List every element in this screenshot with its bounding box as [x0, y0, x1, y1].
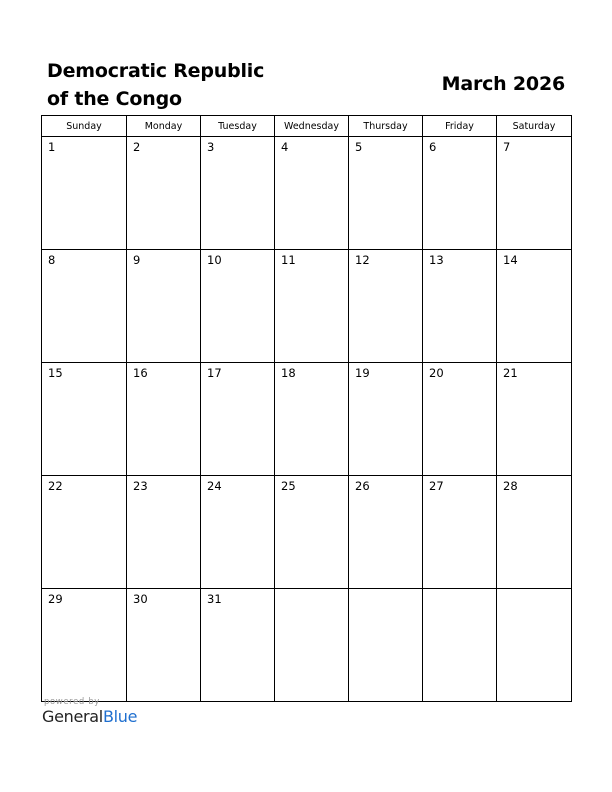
day-cell: 26: [349, 476, 423, 589]
day-cell: 21: [497, 363, 572, 476]
day-cell: 23: [127, 476, 201, 589]
day-cell: [275, 589, 349, 702]
day-cell: [349, 589, 423, 702]
footer-branding: [42, 697, 137, 727]
brand-blue: Blue: [102, 707, 138, 726]
country-title-line-2: of the Congo: [47, 88, 182, 110]
day-cell: 9: [127, 250, 201, 363]
day-cell: 15: [42, 363, 127, 476]
weekday-tuesday: Tuesday: [201, 116, 275, 137]
powered-by-label: powered by: [44, 697, 100, 707]
day-cell: 17: [201, 363, 275, 476]
week-row-4: [42, 476, 572, 589]
week-row-5: [42, 589, 572, 702]
day-cell: 8: [42, 250, 127, 363]
weekday-header-row: [42, 116, 572, 137]
weekday-wednesday: Wednesday: [275, 116, 349, 137]
day-cell: 30: [127, 589, 201, 702]
day-cell: 31: [201, 589, 275, 702]
country-title-line-1: Democratic Republic: [47, 60, 265, 82]
day-cell: [497, 589, 572, 702]
day-cell: 28: [497, 476, 572, 589]
generalblue-logo[interactable]: [42, 707, 137, 727]
day-cell: 6: [423, 137, 497, 250]
month-year-title: March 2026: [441, 73, 565, 95]
day-cell: 18: [275, 363, 349, 476]
brand-general: General: [42, 707, 103, 726]
day-cell: 19: [349, 363, 423, 476]
week-row-3: [42, 363, 572, 476]
day-cell: 12: [349, 250, 423, 363]
day-cell: [423, 589, 497, 702]
day-cell: 27: [423, 476, 497, 589]
day-cell: 2: [127, 137, 201, 250]
day-cell: 20: [423, 363, 497, 476]
day-cell: 3: [201, 137, 275, 250]
day-cell: 22: [42, 476, 127, 589]
day-cell: 11: [275, 250, 349, 363]
country-title: [47, 57, 307, 113]
week-row-2: [42, 250, 572, 363]
day-cell: 7: [497, 137, 572, 250]
weekday-sunday: Sunday: [42, 116, 127, 137]
calendar-grid: [41, 115, 572, 702]
weekday-thursday: Thursday: [349, 116, 423, 137]
weekday-friday: Friday: [423, 116, 497, 137]
day-cell: 5: [349, 137, 423, 250]
day-cell: 13: [423, 250, 497, 363]
weekday-monday: Monday: [127, 116, 201, 137]
week-row-1: [42, 137, 572, 250]
day-cell: 4: [275, 137, 349, 250]
day-cell: 14: [497, 250, 572, 363]
weekday-saturday: Saturday: [497, 116, 572, 137]
day-cell: 29: [42, 589, 127, 702]
day-cell: 24: [201, 476, 275, 589]
day-cell: 25: [275, 476, 349, 589]
day-cell: 16: [127, 363, 201, 476]
day-cell: 1: [42, 137, 127, 250]
day-cell: 10: [201, 250, 275, 363]
